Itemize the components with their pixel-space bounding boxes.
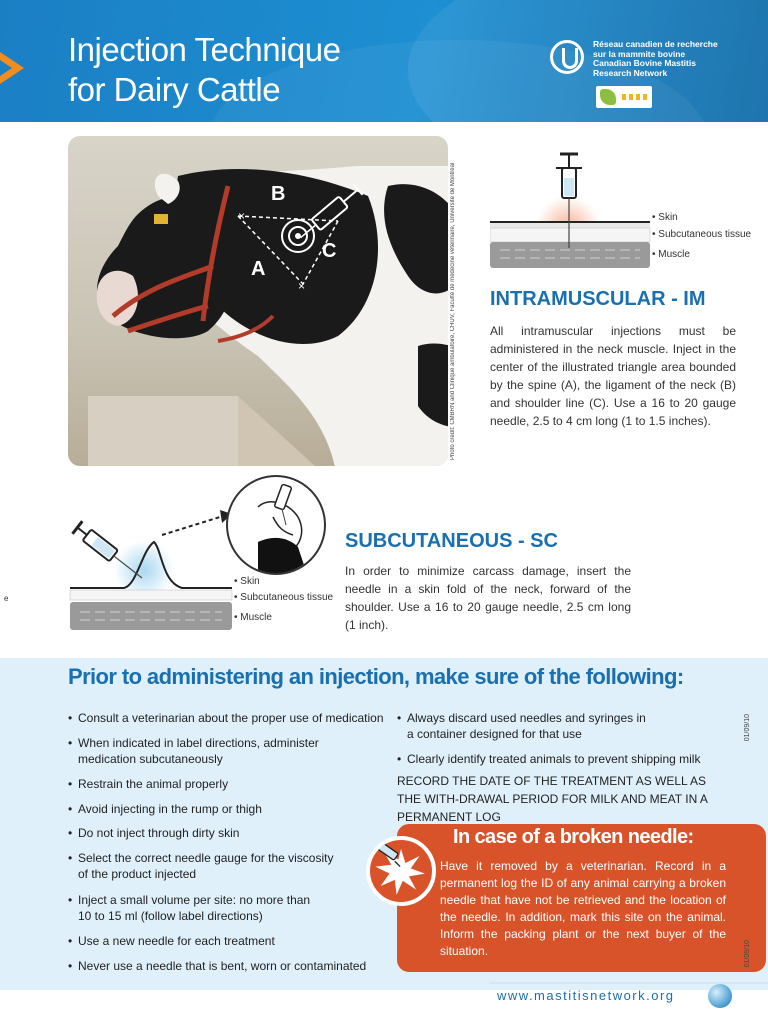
- sc-heading: SUBCUTANEOUS - SC: [345, 530, 558, 552]
- layer-name: Muscle: [240, 612, 272, 623]
- sc-label-subcutaneous: • Subcutaneous tissue: [234, 592, 334, 603]
- sc-label-muscle: • Muscle: [234, 612, 272, 623]
- sc-label-skin: • Skin: [234, 576, 260, 587]
- list-item: • Inject a small volume per site: no more than 10 to 15 ml (follow label directions): [68, 893, 311, 923]
- website-link[interactable]: www.mastitisnetwork.org: [497, 988, 675, 1003]
- network-name-line: Research Network: [593, 67, 668, 78]
- list-item: • Do not inject through dirty skin: [68, 826, 240, 840]
- im-layer-diagram: [490, 148, 660, 273]
- chevron-icon-inner: [0, 60, 12, 76]
- network-name-line: Canadian Bovine Mastitis: [593, 58, 696, 68]
- broken-needle-icon: [366, 836, 436, 906]
- hand-pinch-icon: [228, 477, 326, 575]
- svg-text:×: ×: [298, 279, 306, 293]
- record-instruction: RECORD THE DATE OF THE TREATMENT AS WELL AS THE WITH-DRAWAL PERIOD FOR MILK AND MEAT IN A PERMANENT LOG: [397, 774, 708, 824]
- layer-name: Muscle: [658, 249, 690, 260]
- sc-text: In order to minimize carcass damage, insert the needle in a skin fold of the neck, forward of the shoulder. Use a 16 to 20 gauge needle, 2.5 cm long (1 inch).: [345, 564, 631, 632]
- title-line-2: for Dairy Cattle: [68, 71, 281, 108]
- list-item: • Never use a needle that is bent, worn or contaminated: [68, 959, 367, 973]
- im-heading: INTRAMUSCULAR - IM: [490, 288, 706, 310]
- list-item: • Avoid injecting in the rump or thigh: [68, 802, 262, 816]
- list-item: • Consult a veterinarian about the proper use of medication: [68, 711, 384, 725]
- list-item: • Always discard used needles and syringes in a container designed for that use: [397, 711, 646, 741]
- im-label-muscle: • Muscle: [652, 249, 690, 260]
- page-title: [68, 30, 340, 110]
- leaf-icon: [600, 89, 616, 105]
- title-line-1: Injection Technique: [68, 31, 341, 68]
- globe-icon: [708, 984, 732, 1008]
- im-label-subcutaneous: • Subcutaneous tissue: [652, 229, 752, 240]
- marker-b: B: [271, 183, 286, 205]
- side-mark: e: [4, 594, 9, 603]
- cow-illustration: [88, 166, 448, 466]
- cow-photo: [68, 136, 448, 466]
- svg-text:×: ×: [238, 209, 246, 223]
- network-logo-icon: [550, 40, 584, 74]
- layer-name: Skin: [658, 212, 678, 223]
- prior-heading: Prior to administering an injection, make sure of the following:: [68, 664, 684, 689]
- photo-credit: Photo credit: CMBRN and Clinique ambulatoire, CHUV, Faculté de médecine vétérinaire, Université de Montréal: [450, 162, 456, 460]
- im-label-skin: • Skin: [652, 212, 678, 223]
- network-name-line: sur la mammite bovine: [593, 48, 686, 59]
- list-item: • Use a new needle for each treatment: [68, 934, 275, 948]
- footer-divider: [490, 982, 768, 984]
- list-item: • Clearly identify treated animals to prevent shipping milk: [397, 752, 701, 766]
- partner-logo-dots: [622, 94, 648, 100]
- list-item: • Restrain the animal properly: [68, 777, 229, 791]
- date-stamp: 01/09/10: [744, 940, 751, 968]
- hand-pinch-inset: [226, 475, 326, 575]
- im-text: All intramuscular injections must be administered in the neck muscle. Inject in the center of the illustrated triangle area bounded by the spine (A), the ligament of the neck (B) and shoulder line (C). Use a 16 to 20 gauge needle, 2.5 to 4 cm long (1 to 1.5 inches).: [490, 324, 736, 428]
- marker-c: C: [322, 240, 337, 262]
- date-stamp: 01/09/10: [744, 714, 751, 742]
- broken-needle-text: Have it removed by a veterinarian. Record in a permanent log the ID of any animal carrying a broken needle that have not be retrieved and the location of the needle. In addition, mark this site on the animal. Inform the packing plant or the next buyer of the situation.: [440, 859, 726, 958]
- list-item: • When indicated in label directions, administer medication subcutaneously: [68, 736, 319, 766]
- burst-icon: [370, 840, 432, 902]
- partner-logo: [596, 86, 652, 108]
- layer-name: Skin: [240, 576, 260, 587]
- header-banner: [0, 0, 768, 122]
- network-name: [593, 40, 718, 78]
- list-item: • Select the correct needle gauge for the viscosity of the product injected: [68, 851, 334, 881]
- broken-needle-heading: In case of a broken needle:: [453, 826, 694, 848]
- marker-a: A: [251, 258, 266, 280]
- layer-name: Subcutaneous tissue: [658, 229, 752, 240]
- network-name-line: Réseau canadien de recherche: [593, 39, 718, 49]
- layer-name: Subcutaneous tissue: [240, 592, 334, 603]
